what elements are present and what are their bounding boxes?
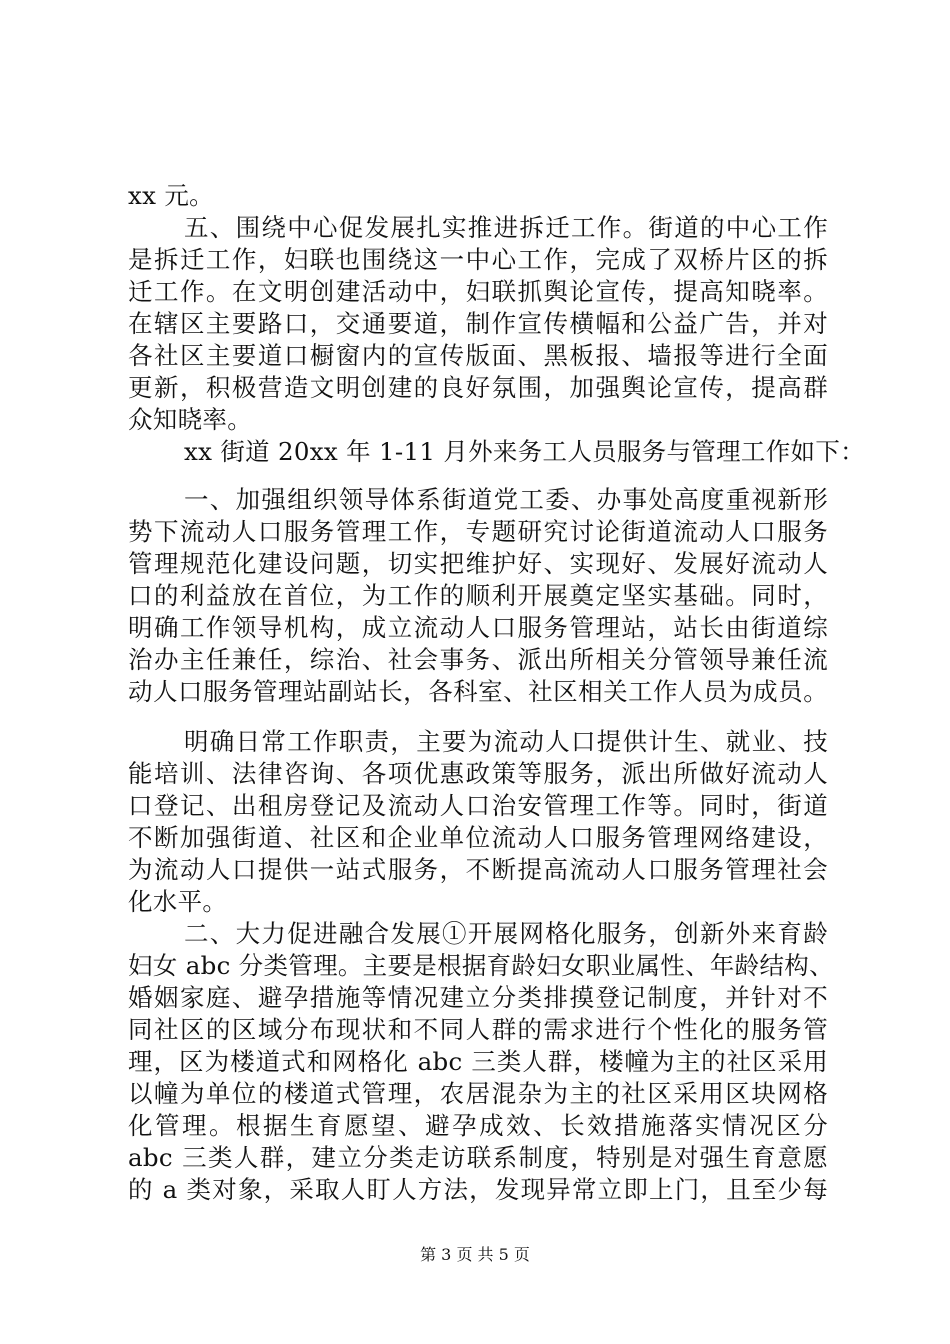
text-line: 二、大力促进融合发展①开展网格化服务，创新外来育龄 bbox=[184, 919, 828, 948]
text-line: 众知晓率。 bbox=[128, 405, 252, 434]
text-line: 口登记、出租房登记及流动人口治安管理工作等。同时，街道 bbox=[128, 791, 828, 820]
text-line: 五、围绕中心促发展扎实推进拆迁工作。街道的中心工作 bbox=[184, 213, 828, 242]
text-line: 理，区为楼道式和网格化 abc 三类人群，楼幢为主的社区采用 bbox=[128, 1047, 828, 1076]
text-line: 在辖区主要路口，交通要道，制作宣传横幅和公益广告，并对 bbox=[128, 309, 828, 338]
text-line: xx 元。 bbox=[128, 181, 214, 210]
text-line: 化管理。根据生育愿望、避孕成效、长效措施落实情况区分 bbox=[128, 1111, 828, 1140]
text-line: 的 a 类对象，采取人盯人方法，发现异常立即上门，且至少每 bbox=[128, 1175, 828, 1204]
text-line: 明确日常工作职责，主要为流动人口提供计生、就业、技 bbox=[184, 727, 828, 756]
text-line: 婚姻家庭、避孕措施等情况建立分类排摸登记制度，并针对不 bbox=[128, 983, 828, 1012]
text-line: 治办主任兼任，综治、社会事务、派出所相关分管领导兼任流 bbox=[128, 645, 828, 674]
text-line: xx 街道 20xx 年 1-11 月外来务工人员服务与管理工作如下： bbox=[184, 437, 865, 466]
text-line: 妇女 abc 分类管理。主要是根据育龄妇女职业属性、年龄结构、 bbox=[128, 951, 834, 980]
text-line: 迁工作。在文明创建活动中，妇联抓舆论宣传，提高知晓率。 bbox=[128, 277, 828, 306]
text-line: 动人口服务管理站副站长，各科室、社区相关工作人员为成员。 bbox=[128, 677, 828, 706]
text-line: 一、加强组织领导体系街道党工委、办事处高度重视新形 bbox=[184, 485, 828, 514]
text-line: 明确工作领导机构，成立流动人口服务管理站，站长由街道综 bbox=[128, 613, 828, 642]
text-line: 管理规范化建设问题，切实把维护好、实现好、发展好流动人 bbox=[128, 549, 828, 578]
text-line: 口的利益放在首位，为工作的顺利开展奠定坚实基础。同时， bbox=[128, 581, 828, 610]
text-line: 各社区主要道口橱窗内的宣传版面、黑板报、墙报等进行全面 bbox=[128, 341, 828, 370]
text-line: 为流动人口提供一站式服务，不断提高流动人口服务管理社会 bbox=[128, 855, 828, 884]
text-line: 不断加强街道、社区和企业单位流动人口服务管理网络建设， bbox=[128, 823, 828, 852]
page-number-footer: 第 3 页 共 5 页 bbox=[420, 1245, 530, 1264]
text-line: 同社区的区域分布现状和不同人群的需求进行个性化的服务管 bbox=[128, 1015, 828, 1044]
text-line: abc 三类人群，建立分类走访联系制度，特别是对强生育意愿 bbox=[128, 1143, 828, 1172]
text-line: 势下流动人口服务管理工作，专题研究讨论街道流动人口服务 bbox=[128, 517, 828, 546]
text-line: 能培训、法律咨询、各项优惠政策等服务，派出所做好流动人 bbox=[128, 759, 828, 788]
text-line: 以幢为单位的楼道式管理，农居混杂为主的社区采用区块网格 bbox=[128, 1079, 828, 1108]
text-line: 化水平。 bbox=[128, 887, 228, 916]
text-line: 更新，积极营造文明创建的良好氛围，加强舆论宣传，提高群 bbox=[128, 373, 828, 402]
text-line: 是拆迁工作，妇联也围绕这一中心工作，完成了双桥片区的拆 bbox=[128, 245, 828, 274]
